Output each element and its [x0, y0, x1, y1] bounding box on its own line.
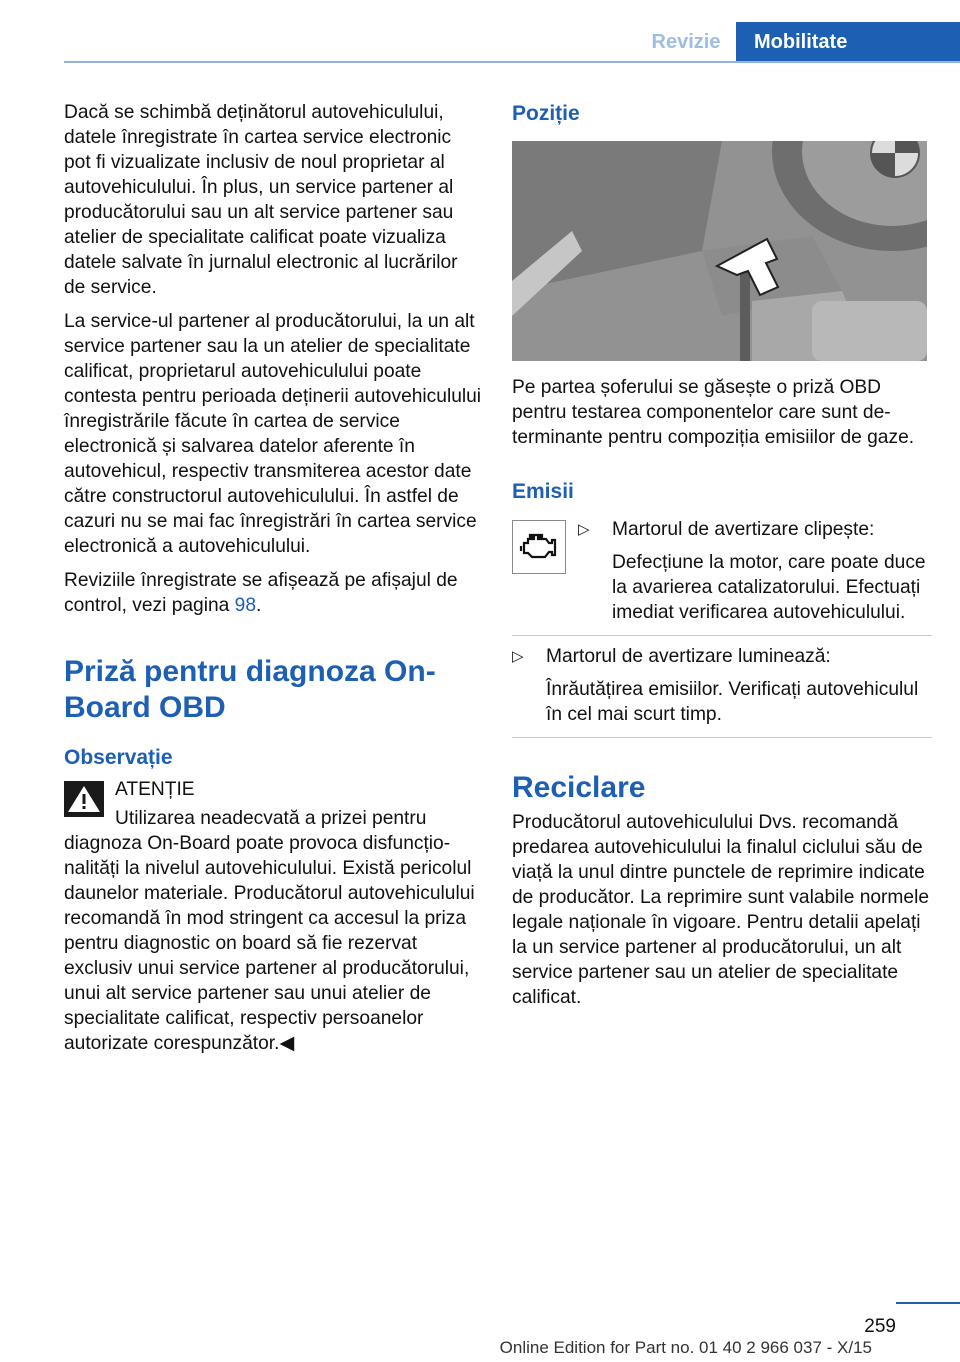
list-item-detail: Defecțiune la motor, care poate duce la avarierea catalizatorului. Efectuați imediat verificarea autovehiculului. — [612, 552, 926, 623]
header-rule — [64, 61, 960, 63]
subheading-observatie: Observație — [64, 746, 173, 769]
tab-revizie[interactable]: Revizie — [651, 31, 721, 53]
page-link-98[interactable]: 98 — [234, 595, 256, 616]
engine-warning-light-icon — [512, 520, 566, 574]
section-heading-obd: Priză pentru diagnoza On-Board OBD — [64, 655, 436, 724]
control-display-end: . — [256, 595, 262, 616]
section-heading-reciclare: Reciclare — [512, 771, 646, 804]
list-item — [578, 517, 932, 625]
emissions-list — [578, 517, 932, 625]
triangle-bullet-icon: ▷ — [512, 648, 524, 665]
triangle-bullet-icon: ▷ — [578, 521, 590, 538]
edition-note: Online Edition for Part no. 01 40 2 966 037 - X/15 — [499, 1338, 872, 1357]
warning-block — [64, 777, 482, 1056]
control-display-text: Reviziile înregistrate se afișează pe afișajul de control, vezi pagina — [64, 570, 458, 616]
obd-location-photo — [512, 141, 927, 361]
list-item-title: Martorul de avertizare clipește: — [612, 519, 875, 540]
footer-rule — [896, 1302, 960, 1304]
divider — [512, 737, 932, 738]
paragraph-obd-location: Pe partea șoferului se găsește o priză OBD pentru testarea componentelor care sunt determinante pentru compoziția emisiilor de gaze. — [512, 377, 915, 448]
paragraph-contest-records: La service-ul partener al producătorului, la un alt service partener sau la un atelier de specialitate calificat, proprietarul autovehiculului poate contesta pentru perioada deținerii autovehiculului înregistrările făcute în cartea de service electronică și salvarea datelor aferente în autovehicul, respectiv transmiterea acestor date către constructorul autovehiculului. În astfel de cazuri nu se mai fac înregistrări în cartea service electronică a autovehiculului. — [64, 311, 482, 557]
left-column — [64, 100, 482, 1056]
page-number: 259 — [864, 1316, 896, 1337]
list-item-title: Martorul de avertizare luminează: — [546, 646, 831, 667]
warning-triangle-icon — [64, 781, 104, 817]
emissions-list-2 — [512, 644, 932, 727]
check-engine-icon — [513, 521, 565, 573]
paragraph-recycling: Producătorul autovehiculului Dvs. recomandă predarea autovehiculului la finalul ciclului său de viață la unul dintre punctele de reprimire indicate de producător. La reprimire sunt valabile normele legale naționale în vigoare. Pentru detalii apelați la un service partener al producătorului, un alt service partener sau un atelier de specialitate calificat. — [512, 812, 930, 1008]
subheading-pozitie: Poziție — [512, 102, 580, 125]
list-item — [512, 644, 932, 727]
list-item-detail: Înrăutățirea emisiilor. Verificați autovehiculul în cel mai scurt timp. — [546, 679, 919, 725]
paragraph-owner-change: Dacă se schimbă deținătorul autovehiculului, datele înregistrate în cartea service electronic pot fi vizualizate inclusiv de noul proprietar al autovehiculului. În plus, un service partener al producătorului sau un alt service partener sau atelier de specialitate calificat poate vizualiza datele salvate în jurnalul electronic al lucrărilor de service. — [64, 102, 458, 298]
emissions-block — [512, 517, 932, 738]
warning-title: ATENȚIE — [115, 779, 195, 800]
right-column — [512, 100, 932, 1019]
divider — [512, 635, 932, 636]
tab-mobilitate[interactable]: Mobilitate — [736, 22, 960, 63]
warning-text: Utilizarea neadecvată a prizei pentru diagnoza On-Board poate provoca disfuncționalități la nivelul autovehiculului. Există pericolul daunelor materiale. Producătorul autovehiculului recomandă în mod stringent ca accesul la priza pentru diagnostic on board să fie rezervat exclusiv unui service partener al producătorului, unui alt service partener sau unui atelier de specialitate calificat, respectiv persoanelor autorizate corespunzător.◀ — [64, 808, 475, 1054]
subheading-emisii: Emisii — [512, 480, 574, 503]
paragraph-control-display — [64, 568, 482, 618]
